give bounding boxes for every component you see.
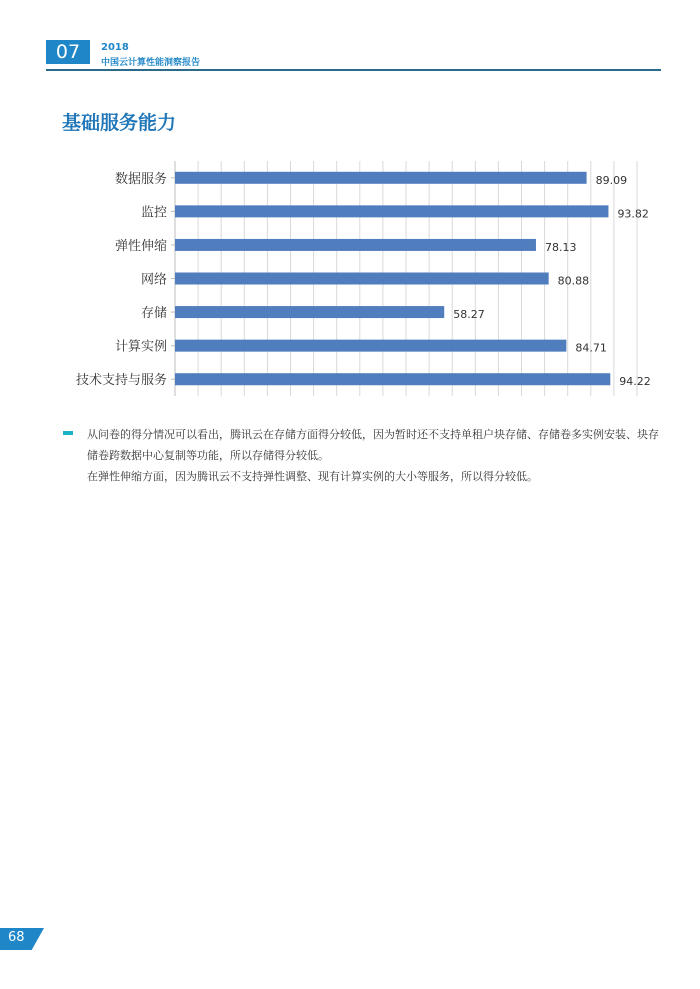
chapter-number-badge: 07 (46, 40, 90, 64)
value-label: 58.27 (453, 308, 485, 322)
category-label: 技术支持与服务 (75, 373, 167, 389)
value-label: 94.22 (619, 375, 651, 389)
value-label: 84.71 (575, 341, 607, 355)
page-number: 68 (8, 930, 25, 945)
paragraph-elastic: 在弹性伸缩方面，因为腾讯云不支持弹性调整、现有计算实例的大小等服务，所以得分较低。 (87, 470, 538, 483)
value-label: 78.13 (544, 240, 577, 254)
bar-4 (175, 306, 444, 318)
category-label: 存储 (140, 306, 167, 322)
paragraph-storage: 从问卷的得分情况可以看出，腾讯云在存储方面得分较低，因为暂时还不支持单租户块存储、存储卷多实例安装、块存储卷跨数据中心复制等功能，所以存储得分较低。 (87, 428, 659, 462)
section-title: 基础服务能力 (62, 112, 177, 134)
category-label: 计算实例 (114, 339, 167, 355)
bar-6 (175, 373, 610, 385)
category-label: 数据服务 (114, 171, 167, 187)
category-label: 监控 (140, 205, 167, 221)
category-label: 网络 (140, 272, 167, 288)
bar-3 (175, 273, 549, 285)
category-label: 弹性伸缩 (114, 238, 167, 254)
value-label: 93.82 (617, 207, 649, 221)
report-title: 中国云计算性能洞察报告 (101, 58, 201, 68)
bar-2 (175, 239, 536, 251)
bar-0 (175, 172, 587, 184)
report-year: 2018 (101, 42, 129, 53)
value-label: 89.09 (595, 173, 628, 187)
bar-5 (175, 340, 566, 352)
bar-1 (175, 205, 608, 217)
bullet-marker (63, 431, 73, 435)
value-label: 80.88 (557, 274, 590, 288)
